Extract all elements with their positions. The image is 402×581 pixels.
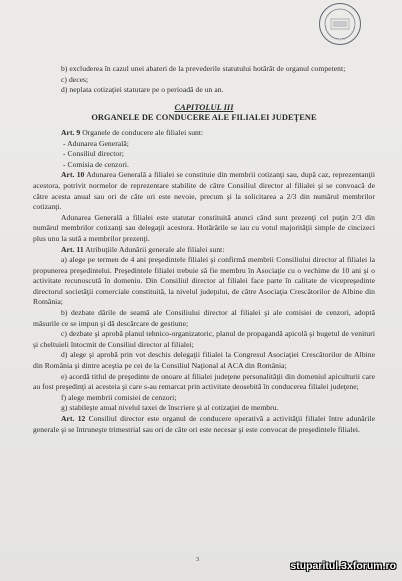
article-label: Art. 11 [61, 244, 84, 254]
article-11-item-f: f) alege membrii comisiei de cenzori; [61, 392, 177, 402]
list-item-text: Adunarea Generală; [67, 138, 129, 148]
article-text: Consiliul director este organul de conducere operativă a activităţii filialei între adunările generale şi se întruneşte trimestrial sau ori de câte ori este necesar şi este convocat de preşedintele filialei. [33, 414, 375, 434]
article-11-item-b: b) dezbate dările de seamă ale Consiliului director al filialei şi ale comisiei de cenzori, adoptă măsurile ce se impun şi dă descărcare de gestiune; [33, 308, 375, 328]
article-11-item-g: g) stabileşte anual nivelul taxei de înscriere şi al cotizaţiei de membru. [61, 403, 279, 413]
page-number: 3 [196, 557, 199, 563]
article-11-item-c: c) dezbate şi aprobă planul tehnico-organizatoric, planul de propagandă apicolă şi bugetul de venituri şi cheltuieli întocmit de Consiliul director al filialei; [33, 329, 375, 349]
item-c-death: c) deces; [61, 74, 89, 84]
article-11-item-a: a) alege pe termen de 4 ani preşedintele filialei şi confirmă membrii Consiliului director al filialei la propunerea preşedintelui. Preşedintele filialei trebuie să fie membru în Asociaţie cu o vechime de 10 ani şi o activitate recunoscută în domeniu. Din Consiliul director al filialei face parte în calitate de vicepreşedinte directorul societăţii comerciale constituită, la nivelul judeţului, de către Asociaţia Crescătorilor de Albine din România; [33, 255, 375, 307]
article-10-paragraph-2: Adunarea Generală a filialei este statutar constituită atunci când sunt prezenţi cel puţin 2/3 din numărul membrilor cotizanţi sau delegaţii acestora. Hotărârile se iau cu votul majorităţii simple de cincizeci plus unu la sută a membrilor prezenţi. [33, 212, 375, 243]
document-body [33, 64, 375, 435]
chapter-heading: ORGANELE DE CONDUCERE ALE FILIALEI JUDEŢENE [91, 113, 317, 123]
article-12 [33, 414, 375, 435]
article-label: Art. 12 [61, 414, 86, 423]
list-item-text: Comisia de cenzori. [67, 159, 130, 169]
article-text: Atribuţiile Adunării generale ale filialei sunt: [85, 244, 225, 254]
article-text: Adunarea Generală a filialei se constituie din membrii cotizanţi sau, după caz, reprezentanţii acestora, potrivit normelor de reprezentare stabilite de către Consiliul director al filialei şi se convoacă de către acesta anual sau ori de câte ori este nevoie, precum şi la solicitarea a 2/3 din numărul membrilor cotizanţi. [33, 170, 376, 212]
list-item: - Adunarea Generală; [63, 138, 129, 148]
article-10 [33, 170, 375, 212]
article-label: Art. 9 [61, 127, 81, 137]
article-9 [33, 128, 375, 139]
article-text: Organele de conducere ale filialei sunt: [82, 127, 204, 137]
site-watermark: stuparitul.3xforum.ro [290, 560, 396, 572]
article-11-item-d: d) alege şi aprobă prin vot deschis delegaţii filialei la Congresul Asociaţiei Crescătorilor de Albine din România şi dintre aceştia pe cei de la Consiliul Naţional al ACA din România; [33, 350, 375, 371]
list-item-text: Consiliul director; [67, 149, 124, 159]
list-item: - Consiliul director; [63, 149, 124, 159]
list-item: - Comisia de cenzori. [63, 159, 130, 169]
item-b-exclusion: b) excluderea în cazul unei abateri de la prevederile statutului hotărât de organul competent; [61, 64, 346, 73]
chapter-title: CAPITOLUL III [174, 102, 234, 112]
round-stamp [318, 2, 362, 46]
article-label: Art. 10 [61, 170, 85, 180]
article-11 [33, 245, 375, 256]
article-11-item-e: e) acordă titlul de preşedinte de onoare al filialei judeţene personalităţii din domeniul apiculturii care au fost preşedinţi ai acesteia şi care s-au remarcat prin activitate deosebită în conducerea filialei judeţene; [33, 371, 375, 392]
item-d-nonpayment: d) neplata cotizaţiei statutare pe o perioadă de un an. [61, 85, 224, 95]
